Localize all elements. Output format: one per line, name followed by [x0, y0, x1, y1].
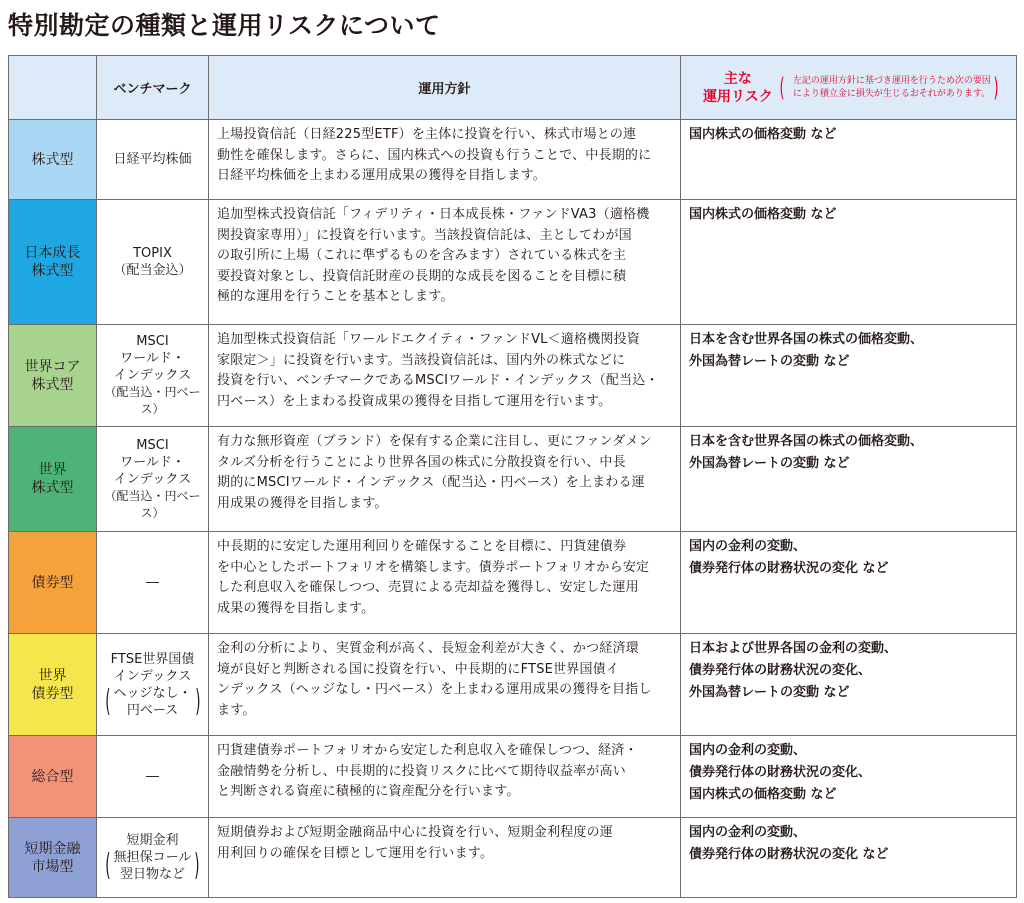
benchmark-cell: 短期金利 ( 無担保コール 翌日物など ): [97, 818, 209, 898]
close-paren-icon: ): [993, 72, 999, 103]
table-row: [9, 427, 1017, 532]
benchmark-cell: ―: [97, 532, 209, 634]
policy-cell: 追加型株式投資信託「フィデリティ・日本成長株・ファンドVA3（適格機 関投資家専用）」に投資を行います。当該投資信託は、主としてわが国 の取引所に上場（これに準ずるものを含みます）されている株式を主 要投資対象とし、投資信託財産の長期的な成長を図ることを目標に積 極的な運用を行うことを基本とします。: [209, 200, 681, 325]
header-risk-line1: 主な: [723, 70, 752, 87]
benchmark-paren-group: ( ヘッジなし・ 円ベース ): [104, 683, 200, 719]
header-benchmark: ベンチマーク: [97, 56, 209, 120]
policy-cell: 短期債券および短期金融商品中心に投資を行い、短期金利程度の運 用利回りの確保を目標として運用を行います。: [209, 818, 681, 898]
close-paren-icon: ): [194, 848, 200, 883]
type-cell: 世界コア 株式型: [9, 325, 97, 427]
benchmark-cell: ―: [97, 736, 209, 818]
table-row: [9, 532, 1017, 634]
table-row: [9, 736, 1017, 818]
table-header-row: [9, 56, 1017, 120]
type-cell: 日本成長 株式型: [9, 200, 97, 325]
benchmark-cell: TOPIX （配当金込）: [97, 200, 209, 325]
risk-cell: 国内株式の価格変動 など: [681, 120, 1017, 200]
risk-cell: 国内株式の価格変動 など: [681, 200, 1017, 325]
benchmark-cell: MSCI ワールド・ インデックス （配当込・円ベース）: [97, 325, 209, 427]
type-cell: 世界 株式型: [9, 427, 97, 532]
risk-cell: 国内の金利の変動、 債券発行体の財務状況の変化、 国内株式の価格変動 など: [681, 736, 1017, 818]
risk-cell: 国内の金利の変動、 債券発行体の財務状況の変化 など: [681, 818, 1017, 898]
header-risk-note-line2: により積立金に損失が生じるおそれがあります。: [792, 88, 991, 99]
table-row: [9, 325, 1017, 427]
policy-cell: 追加型株式投資信託「ワールドエクイティ・ファンドVL＜適格機関投資 家限定＞」に投資を行います。当該投資信託は、国内外の株式などに 投資を行い、ベンチマークであるMSCIワールド・インデックス（配当込・ 円ベース）を上まわる投資成果の獲得を目指して運用を行います。: [209, 325, 681, 427]
type-cell: 短期金融 市場型: [9, 818, 97, 898]
open-paren-icon: (: [105, 848, 111, 883]
table-row: [9, 818, 1017, 898]
benchmark-paren-group: ( 無担保コール 翌日物など ): [105, 848, 200, 883]
header-type: [9, 56, 97, 120]
close-paren-icon: ): [194, 683, 200, 719]
policy-cell: 金利の分析により、実質金利が高く、長短金利差が大きく、かつ経済環 境が良好と判断される国に投資を行い、中長期的にFTSE世界国債イ ンデックス（ヘッジなし・円ベース）を上まわる運用成果の獲得を目指し ます。: [209, 634, 681, 736]
page-title: 特別勘定の種類と運用リスクについて: [8, 11, 441, 40]
type-cell: 世界 債券型: [9, 634, 97, 736]
policy-cell: 有力な無形資産（ブランド）を保有する企業に注目し、更にファンダメン タルズ分析を行うことにより世界各国の株式に分散投資を行い、中長 期的にMSCIワールド・インデックス（配当込・円ベース）を上まわる運 用成果の獲得を目指します。: [209, 427, 681, 532]
table-row: [9, 200, 1017, 325]
header-risk-note-line1: 左記の運用方針に基づき運用を行うため次の要因: [792, 75, 991, 86]
benchmark-cell: 日経平均株価: [97, 120, 209, 200]
table-row: [9, 634, 1017, 736]
policy-cell: 中長期的に安定した運用利回りを確保することを目標に、円貨建債券 を中心としたポートフォリオを構築します。債券ポートフォリオから安定 した利息収入を確保しつつ、売買による売却益を獲得し、安定した運用 成果の獲得を目指します。: [209, 532, 681, 634]
risk-cell: 日本を含む世界各国の株式の価格変動、 外国為替レートの変動 など: [681, 427, 1017, 532]
table-row: [9, 120, 1017, 200]
benchmark-cell: FTSE世界国債 インデックス ( ヘッジなし・ 円ベース ): [97, 634, 209, 736]
header-risk-line2: 運用リスク: [703, 88, 773, 105]
header-risk: [681, 56, 1017, 120]
risk-cell: 日本を含む世界各国の株式の価格変動、 外国為替レートの変動 など: [681, 325, 1017, 427]
benchmark-cell: MSCI ワールド・ インデックス （配当込・円ベース）: [97, 427, 209, 532]
type-cell: 債券型: [9, 532, 97, 634]
open-paren-icon: (: [104, 683, 111, 719]
open-paren-icon: (: [779, 72, 785, 103]
risk-cell: 日本および世界各国の金利の変動、 債券発行体の財務状況の変化、 外国為替レートの変動 など: [681, 634, 1017, 736]
type-cell: 株式型: [9, 120, 97, 200]
risk-cell: 国内の金利の変動、 債券発行体の財務状況の変化 など: [681, 532, 1017, 634]
header-policy: 運用方針: [209, 56, 681, 120]
policy-cell: 円貨建債券ポートフォリオから安定した利息収入を確保しつつ、経済・ 金融情勢を分析し、中長期的に投資リスクに比べて期待収益率が高い と判断される資産に積極的に資産配分を行います。: [209, 736, 681, 818]
policy-cell: 上場投資信託（日経225型ETF）を主体に投資を行い、株式市場との連 動性を確保します。さらに、国内株式への投資も行うことで、中長期的に 日経平均株価を上まわる運用成果の獲得を目指します。: [209, 120, 681, 200]
fund-table: [8, 55, 1017, 898]
type-cell: 総合型: [9, 736, 97, 818]
